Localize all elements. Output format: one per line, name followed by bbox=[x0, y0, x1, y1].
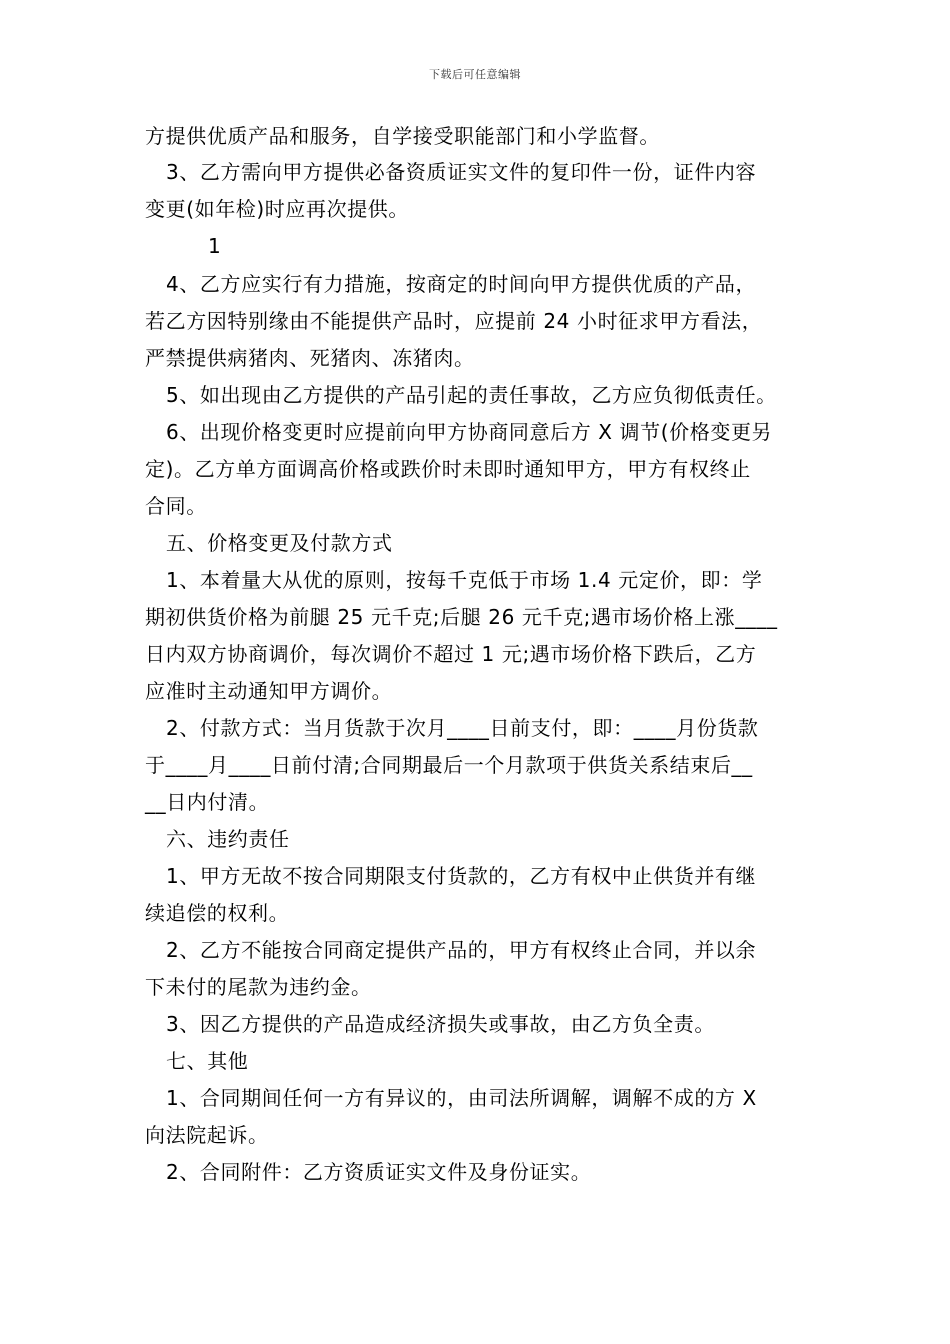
document-line: 应准时主动通知甲方调价。 bbox=[145, 679, 393, 703]
document-line: 严禁提供病猪肉、死猪肉、冻猪肉。 bbox=[145, 346, 475, 370]
document-line: __日内付清。 bbox=[145, 790, 270, 814]
document-line: 4、乙方应实行有力措施，按商定的时间向甲方提供优质的产品， bbox=[166, 272, 757, 296]
document-line: 若乙方因特别缘由不能提供产品时，应提前 24 小时征求甲方看法， bbox=[145, 309, 763, 333]
section-heading: 五、价格变更及付款方式 bbox=[166, 531, 393, 555]
document-line: 1、本着量大从优的原则，按每千克低于市场 1.4 元定价，即：学 bbox=[166, 568, 763, 592]
document-line: 定)。乙方单方面调高价格或跌价时未即时通知甲方，甲方有权终止 bbox=[145, 457, 751, 481]
document-line: 1、合同期间任何一方有异议的，由司法所调解，调解不成的方 X bbox=[166, 1086, 757, 1110]
document-line: 合同。 bbox=[145, 494, 207, 518]
document-line: 2、付款方式：当月货款于次月____日前支付，即：____月份货款 bbox=[166, 716, 759, 740]
document-line: 3、乙方需向甲方提供必备资质证实文件的复印件一份，证件内容 bbox=[166, 160, 757, 184]
document-line: 1、甲方无故不按合同期限支付货款的，乙方有权中止供货并有继 bbox=[166, 864, 757, 888]
page-header-note: 下载后可任意编辑 bbox=[429, 68, 521, 81]
document-line: 方提供优质产品和服务，自学接受职能部门和小学监督。 bbox=[145, 124, 660, 148]
page-number: 1 bbox=[208, 234, 222, 258]
document-line: 3、因乙方提供的产品造成经济损失或事故，由乙方负全责。 bbox=[166, 1012, 715, 1036]
document-line: 续追偿的权利。 bbox=[145, 901, 290, 925]
document-line: 2、合同附件：乙方资质证实文件及身份证实。 bbox=[166, 1160, 592, 1184]
document-line: 变更(如年检)时应再次提供。 bbox=[145, 197, 410, 221]
document-line: 5、如出现由乙方提供的产品引起的责任事故，乙方应负彻低责任。 bbox=[166, 383, 777, 407]
document-line: 下未付的尾款为违约金。 bbox=[145, 975, 372, 999]
document-line: 6、出现价格变更时应提前向甲方协商同意后方 X 调节(价格变更另 bbox=[166, 420, 773, 444]
document-line: 日内双方协商调价，每次调价不超过 1 元;遇市场价格下跌后，乙方 bbox=[145, 642, 757, 666]
document-line: 2、乙方不能按合同商定提供产品的，甲方有权终止合同，并以余 bbox=[166, 938, 757, 962]
section-heading: 七、其他 bbox=[166, 1049, 249, 1073]
document-line: 于____月____日前付清;合同期最后一个月款项于供货关系结束后__ bbox=[145, 753, 753, 777]
document-line: 向法院起诉。 bbox=[145, 1123, 269, 1147]
section-heading: 六、违约责任 bbox=[166, 827, 290, 851]
document-line: 期初供货价格为前腿 25 元千克;后腿 26 元千克;遇市场价格上涨____ bbox=[145, 605, 778, 629]
